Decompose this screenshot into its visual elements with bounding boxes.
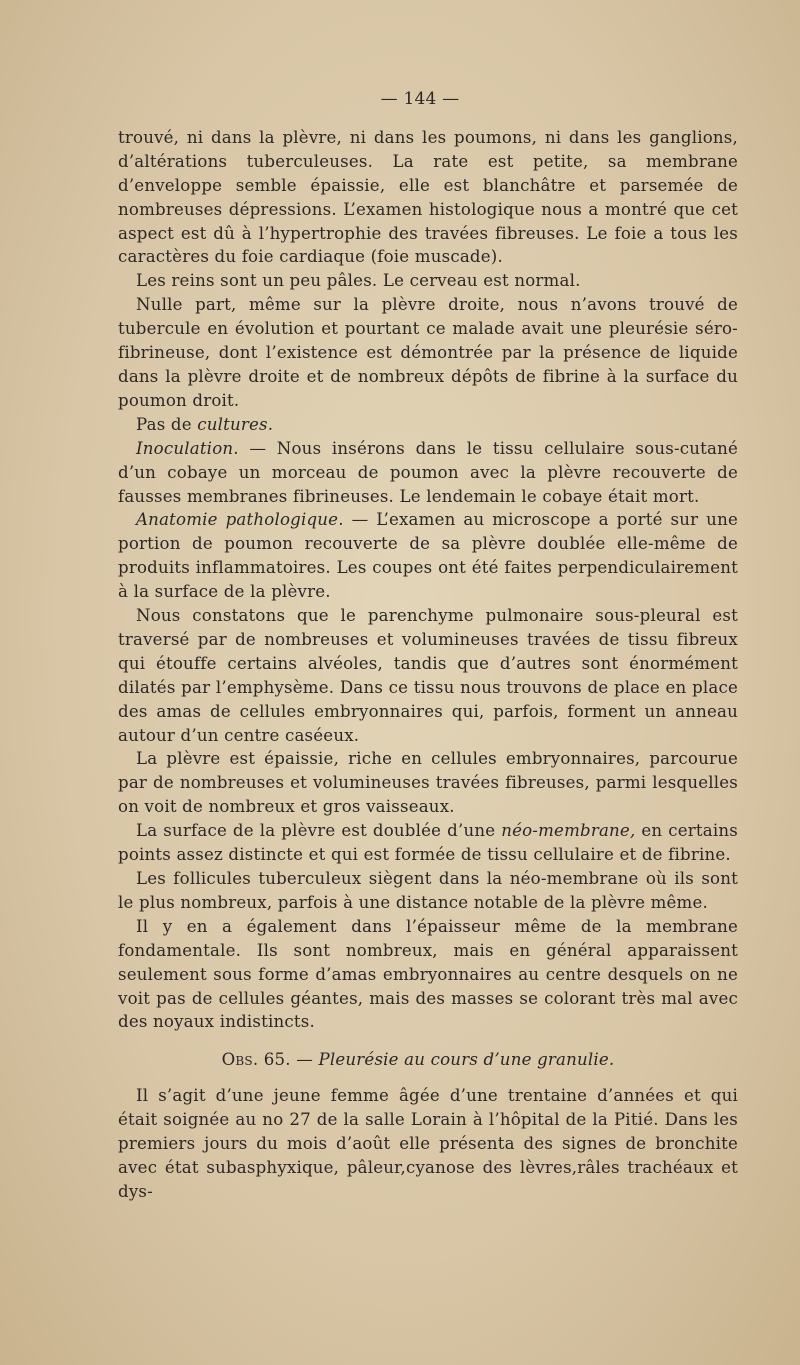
page-number: — 144 — — [380, 89, 460, 109]
paragraph-parenchyme: Nous constatons que le parenchyme pulmonaire sous-pleural est traversé par de nombreuses et volumineuses travées de tissu fibreux qui étouffe certains alvéoles, tandis que d’autres sont énormément dilatés par l’emphysème. Dans ce tissu nous trouvons de place en place des amas de cellules embryonnaires qui, parfois, forment un anneau autour d’un centre caséeux. — [118, 606, 738, 745]
observation-dash: — — [290, 1050, 319, 1070]
paragraph-2: Les reins sont un peu pâles. Le cerveau est normal. — [136, 271, 581, 291]
anatomie-label: Anatomie pathologique. — [136, 510, 344, 530]
inoculation-paragraph — [118, 437, 738, 509]
neo-before: La surface de la plèvre est doublée d’une — [136, 821, 502, 841]
neo-membrane-paragraph — [118, 819, 738, 867]
observation-title: Pleurésie au cours d’une granulie. — [318, 1050, 615, 1070]
paragraph-3: Nulle part, même sur la plèvre droite, nous n’avons trouvé de tubercule en évolution et pourtant ce malade avait une pleurésie séro-fibrineuse, dont l’existence est démontrée par la présence de liquide dans la plèvre droite et de nombreux dépôts de fibrine à la surface du poumon droit. — [118, 295, 738, 410]
observation-label: Obs. 65. — [221, 1050, 291, 1070]
anatomie-text: — L’examen au microscope a porté sur une portion de poumon recouverte de sa plèvre doublée elle-même de produits inflammatoires. Les coupes ont été faites perpendiculairement à la surface de la plèvre. — [118, 510, 738, 602]
observation-heading — [98, 1048, 738, 1072]
cultures-paragraph — [118, 413, 738, 437]
cultures-italic: cultures. — [197, 414, 274, 434]
book-page — [118, 88, 738, 1204]
paragraph-membrane: Il y en a également dans l’épaisseur même de la membrane fondamentale. Ils sont nombreux, mais en général apparaissent seulement sous forme d’amas embryonnaires au centre desquels on ne voit pas de cellules géantes, mais des masses se colorant très mal avec des noyaux indistincts. — [118, 916, 738, 1032]
paragraph-1: trouvé, ni dans la plèvre, ni dans les poumons, ni dans les ganglions, d’altérations tuberculeuses. La rate est petite, sa membrane d’enveloppe semble épaissie, elle est blanchâtre et parsemée de nombreuses dépressions. L’examen histologique nous a montré que cet aspect est dû à l’hypertrophie des travées fibreuses. Le foie a tous les caractères du foie cardiaque (foie muscade). — [118, 127, 738, 267]
neo-italic: néo-membrane, — [501, 821, 636, 841]
paragraph-plevre: La plèvre est épaissie, riche en cellules embryonnaires, parcourue par de nombreuses et volumineuses travées fibreuses, parmi lesquelles on voit de nombreux et gros vaisseaux. — [118, 749, 738, 817]
cultures-prefix: Pas de — [136, 414, 198, 434]
inoculation-label: Inoculation. — [136, 438, 239, 458]
inoculation-text: — Nous insérons dans le tissu cellulaire sous-cutané d’un cobaye un morceau de poumon avec la plèvre recouverte de fausses membranes fibrineuses. Le lendemain le cobaye était mort. — [118, 438, 738, 506]
paragraph-follicules: Les follicules tuberculeux siègent dans la néo-membrane où ils sont le plus nombreux, parfois à une distance notable de la plèvre même. — [118, 869, 738, 912]
final-paragraph: Il s’agit d’une jeune femme âgée d’une trentaine d’années et qui était soignée au no 27 de la salle Lorain à l’hôpital de la Pitié. Dans les premiers jours du mois d’août elle présenta des signes de bronchite avec état subasphyxique, pâleur,cyanose des lèvres,râles trachéaux et dys- — [118, 1086, 738, 1201]
neo-after: en certains points assez distincte et qui est formée de tissu cellulaire et de fibrine. — [118, 821, 738, 865]
anatomie-paragraph — [118, 508, 738, 604]
